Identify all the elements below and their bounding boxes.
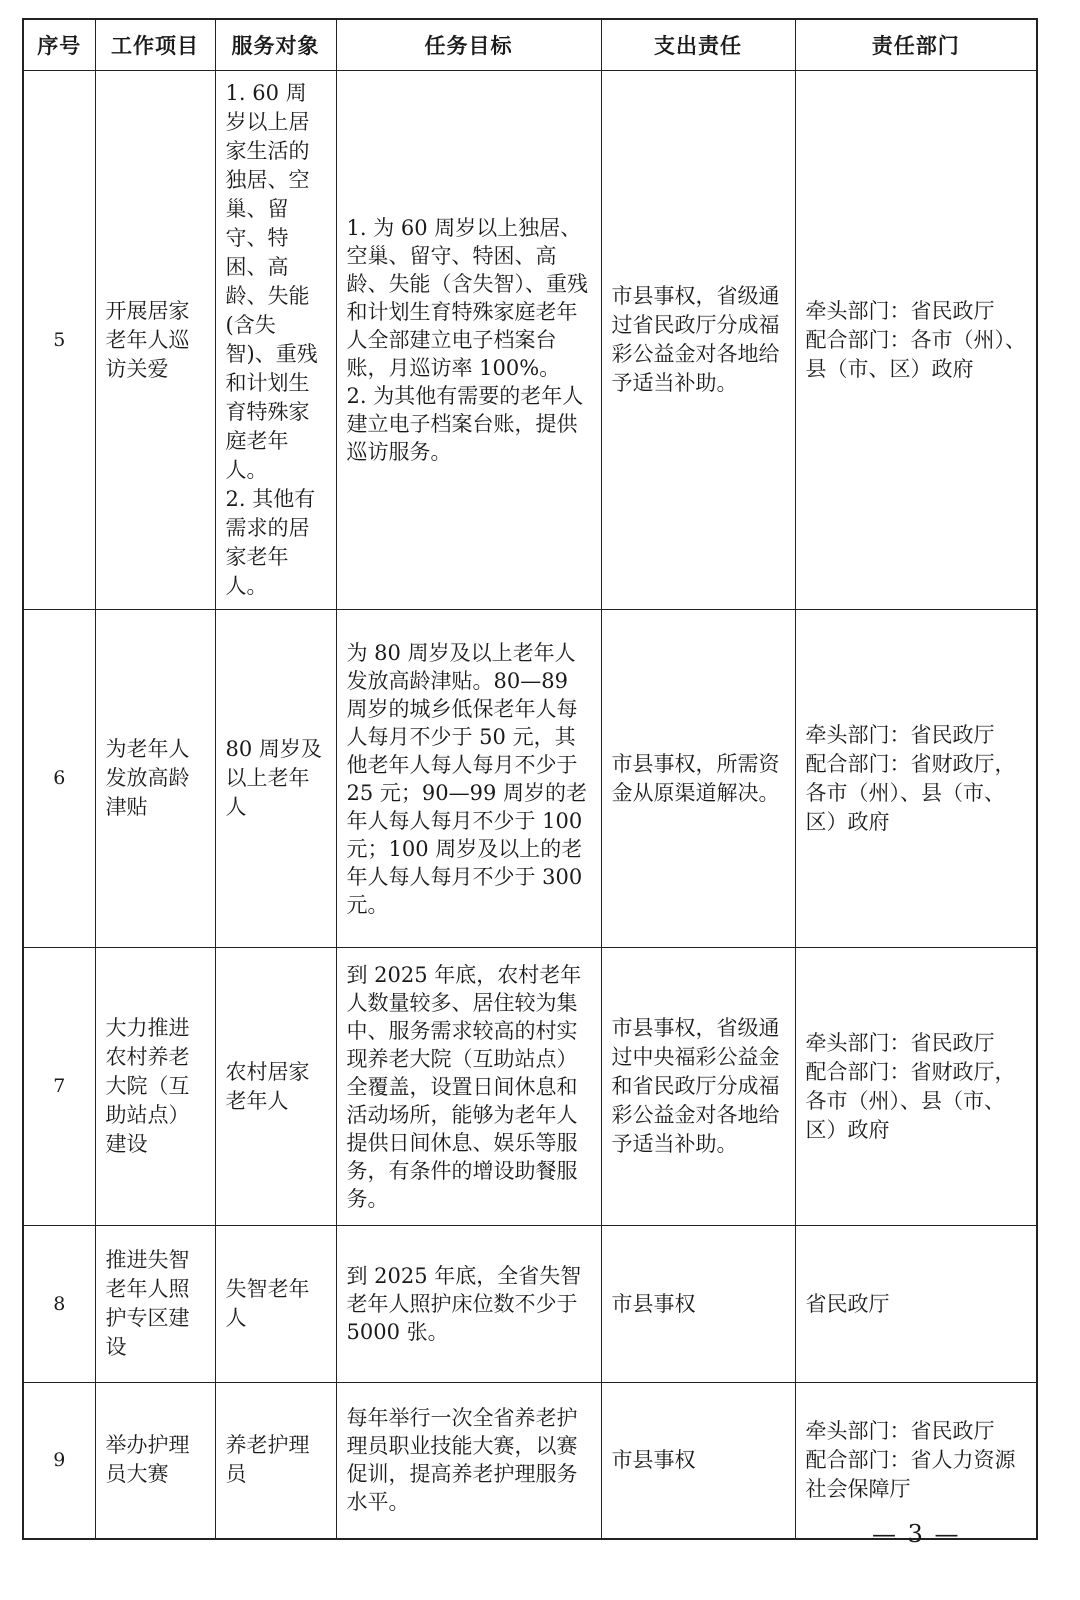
service-table bbox=[22, 18, 1038, 1540]
responsible-department: 牵头部门：省民政厅 配合部门：省财政厅，各市（州）、县（市、区）政府 bbox=[795, 948, 1037, 1226]
row-number: 5 bbox=[23, 71, 95, 610]
header-target-group: 服务对象 bbox=[215, 19, 336, 71]
table-row bbox=[23, 948, 1037, 1226]
responsible-department: 牵头部门：省民政厅 配合部门：省人力资源社会保障厅 bbox=[795, 1383, 1037, 1539]
expense-responsibility: 市县事权，省级通过中央福彩公益金和省民政厅分成福彩公益金对各地给予适当补助。 bbox=[601, 948, 795, 1226]
header-task-goal: 任务目标 bbox=[336, 19, 601, 71]
header-department: 责任部门 bbox=[795, 19, 1037, 71]
target-group: 80 周岁及以上老年人 bbox=[215, 610, 336, 948]
table-header bbox=[23, 19, 1037, 71]
page-number: — 3 — bbox=[872, 1520, 961, 1548]
row-number: 6 bbox=[23, 610, 95, 948]
expense-responsibility: 市县事权 bbox=[601, 1383, 795, 1539]
responsible-department: 省民政厅 bbox=[795, 1226, 1037, 1383]
row-number: 9 bbox=[23, 1383, 95, 1539]
task-goal: 到 2025 年底，农村老年人数量较多、居住较为集中、服务需求较高的村实现养老大院（互助站点）全覆盖，设置日间休息和活动场所，能够为老年人提供日间休息、娱乐等服务，有条件的增设助餐服务。 bbox=[336, 948, 601, 1226]
task-goal: 每年举行一次全省养老护理员职业技能大赛，以赛促训，提高养老护理服务水平。 bbox=[336, 1383, 601, 1539]
table-row bbox=[23, 1226, 1037, 1383]
row-number: 8 bbox=[23, 1226, 95, 1383]
header-no: 序号 bbox=[23, 19, 95, 71]
responsible-department: 牵头部门：省民政厅 配合部门：省财政厅，各市（州）、县（市、区）政府 bbox=[795, 610, 1037, 948]
task-goal: 到 2025 年底，全省失智老年人照护床位数不少于 5000 张。 bbox=[336, 1226, 601, 1383]
table-row bbox=[23, 71, 1037, 610]
document-page bbox=[22, 18, 1036, 1540]
work-item: 举办护理员大赛 bbox=[95, 1383, 215, 1539]
row-number: 7 bbox=[23, 948, 95, 1226]
work-item: 为老年人发放高龄津贴 bbox=[95, 610, 215, 948]
target-group: 失智老年人 bbox=[215, 1226, 336, 1383]
expense-responsibility: 市县事权 bbox=[601, 1226, 795, 1383]
expense-responsibility: 市县事权，所需资金从原渠道解决。 bbox=[601, 610, 795, 948]
work-item: 推进失智老年人照护专区建设 bbox=[95, 1226, 215, 1383]
header-work-item: 工作项目 bbox=[95, 19, 215, 71]
task-goal: 1. 为 60 周岁以上独居、空巢、留守、特困、高龄、失能（含失智）、重残和计划生育特殊家庭老年人全部建立电子档案台账，月巡访率 100%。 2. 为其他有需要的老年人建立电子档案台账，提供巡访服务。 bbox=[336, 71, 601, 610]
responsible-department: 牵头部门：省民政厅 配合部门：各市（州）、县（市、区）政府 bbox=[795, 71, 1037, 610]
expense-responsibility: 市县事权，省级通过省民政厅分成福彩公益金对各地给予适当补助。 bbox=[601, 71, 795, 610]
target-group: 1. 60 周岁以上居家生活的独居、空巢、留守、特困、高龄、失能(含失智)、重残和计划生育特殊家庭老年人。 2. 其他有需求的居家老年人。 bbox=[215, 71, 336, 610]
target-group: 农村居家老年人 bbox=[215, 948, 336, 1226]
header-expense: 支出责任 bbox=[601, 19, 795, 71]
work-item: 开展居家老年人巡访关爱 bbox=[95, 71, 215, 610]
table-row bbox=[23, 610, 1037, 948]
task-goal: 为 80 周岁及以上老年人发放高龄津贴。80—89 周岁的城乡低保老年人每人每月不少于 50 元，其他老年人每人每月不少于 25 元；90—99 周岁的老年人每人每月不少于 100 元；100 周岁及以上的老年人每人每月不少于 300 元。 bbox=[336, 610, 601, 948]
work-item: 大力推进农村养老大院（互助站点）建设 bbox=[95, 948, 215, 1226]
target-group: 养老护理员 bbox=[215, 1383, 336, 1539]
table-row bbox=[23, 1383, 1037, 1539]
